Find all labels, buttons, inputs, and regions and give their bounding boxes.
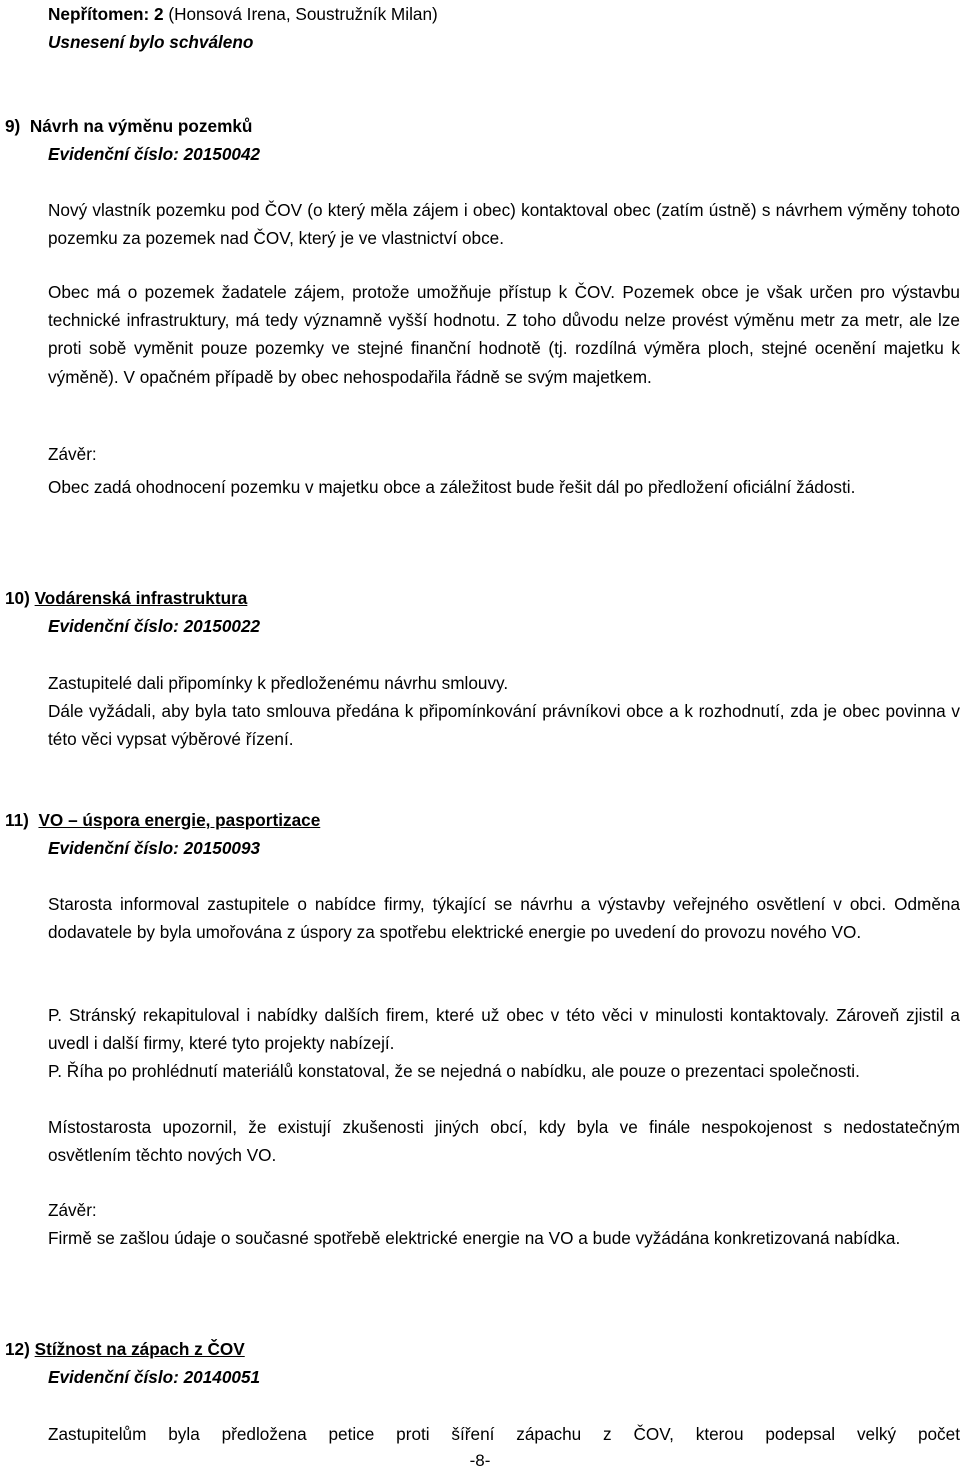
section-9-conclusion: Obec zadá ohodnocení pozemku v majetku obce a záležitost bude řešit dál po předložení oficiální žádosti. — [48, 477, 856, 497]
section-9-paragraph-2: Obec má o pozemek žadatele zájem, protože umožňuje přístup k ČOV. Pozemek obce je však určen pro výstavbu technické infrastruktury, má tedy významně vyšší hodnotu. Z toho důvodu nelze provést výměnu metr za metr, ale lze proti sobě vyměnit pouze pozemky ve stejné finanční hodnotě (tj. rozdílná výměra ploch, stejné ocenění majetku k výměně). V opačném případě by obec nehospodařila řádně se svým majetkem. — [48, 282, 960, 387]
absent-names: (Honsová Irena, Soustružník Milan) — [168, 4, 438, 24]
section-9-evid: Evidenční číslo: 20150042 — [48, 144, 261, 164]
section-11-number: 11) — [5, 810, 29, 830]
section-12-number: 12) — [5, 1339, 30, 1359]
attendance-line — [48, 0, 960, 28]
section-9-paragraph-1: Nový vlastník pozemku pod ČOV (o který měla zájem i obec) kontaktoval obec (zatím ústně) s návrhem výměny tohoto pozemku za pozemek nad ČOV, který je ve vlastnictví obce. — [48, 200, 960, 249]
section-10-heading — [5, 584, 955, 612]
section-10-paragraph-1: Zastupitelé dali připomínky k předloženému návrhu smlouvy. — [48, 673, 509, 693]
absent-label: Nepřítomen: 2 — [48, 4, 164, 24]
page-number: -8- — [469, 1451, 491, 1470]
section-11-conclusion-label: Závěr: — [48, 1200, 97, 1220]
section-11-conclusion: Firmě se zašlou údaje o současné spotřebě elektrické energie na VO a bude vyžádána konkretizovaná nabídka. — [48, 1228, 901, 1248]
section-12-evid: Evidenční číslo: 20140051 — [48, 1367, 261, 1387]
section-11-paragraph-1: Starosta informoval zastupitele o nabídce firmy, týkající se návrhu a výstavby veřejného osvětlení v obci. Odměna dodavatele by byla umořována z úspory za spotřebu elektrické energie po uvedení do provozu nového VO. — [48, 894, 960, 943]
section-11-paragraph-4: Místostarosta upozornil, že existují zkušenosti jiných obcí, kdy byla ve finále nespokojenost s nedostatečným osvětlením těchto nových VO. — [48, 1117, 960, 1166]
section-10-title: Vodárenská infrastruktura — [34, 588, 248, 608]
section-10-number: 10) — [5, 588, 30, 608]
section-9-conclusion-label: Závěr: — [48, 444, 97, 464]
section-10-evid: Evidenční číslo: 20150022 — [48, 616, 261, 636]
section-9-number: 9) — [5, 116, 21, 136]
section-11-paragraph-2: P. Stránský rekapituloval i nabídky dalších firem, které už obec v této věci v minulosti kontaktovaly. Zároveň zjistil a uvedl i další firmy, které tyto projekty nabízejí. — [48, 1005, 960, 1054]
section-12-heading — [5, 1335, 955, 1363]
section-11-paragraph-3: P. Říha po prohlédnutí materiálů konstatoval, že se nejedná o nabídku, ale pouze o prezentaci společnosti. — [48, 1061, 860, 1081]
section-12-paragraph-1: Zastupitelům byla předložena petice proti šíření zápachu z ČOV, kterou podepsal velký počet — [48, 1424, 960, 1444]
resolution-status: Usnesení bylo schváleno — [48, 32, 254, 52]
section-9-heading — [5, 112, 955, 140]
section-11-evid: Evidenční číslo: 20150093 — [48, 838, 261, 858]
section-9-title: Návrh na výměnu pozemků — [29, 116, 253, 136]
section-11-heading — [5, 806, 955, 834]
section-10-paragraph-2: Dále vyžádali, aby byla tato smlouva předána k připomínkování právníkovi obce a k rozhodnutí, zda je obec povinna v této věci vypsat výběrové řízení. — [48, 701, 960, 750]
section-12-title: Stížnost na zápach z ČOV — [34, 1339, 245, 1359]
section-11-title: VO – úspora energie, pasportizace — [38, 810, 321, 830]
